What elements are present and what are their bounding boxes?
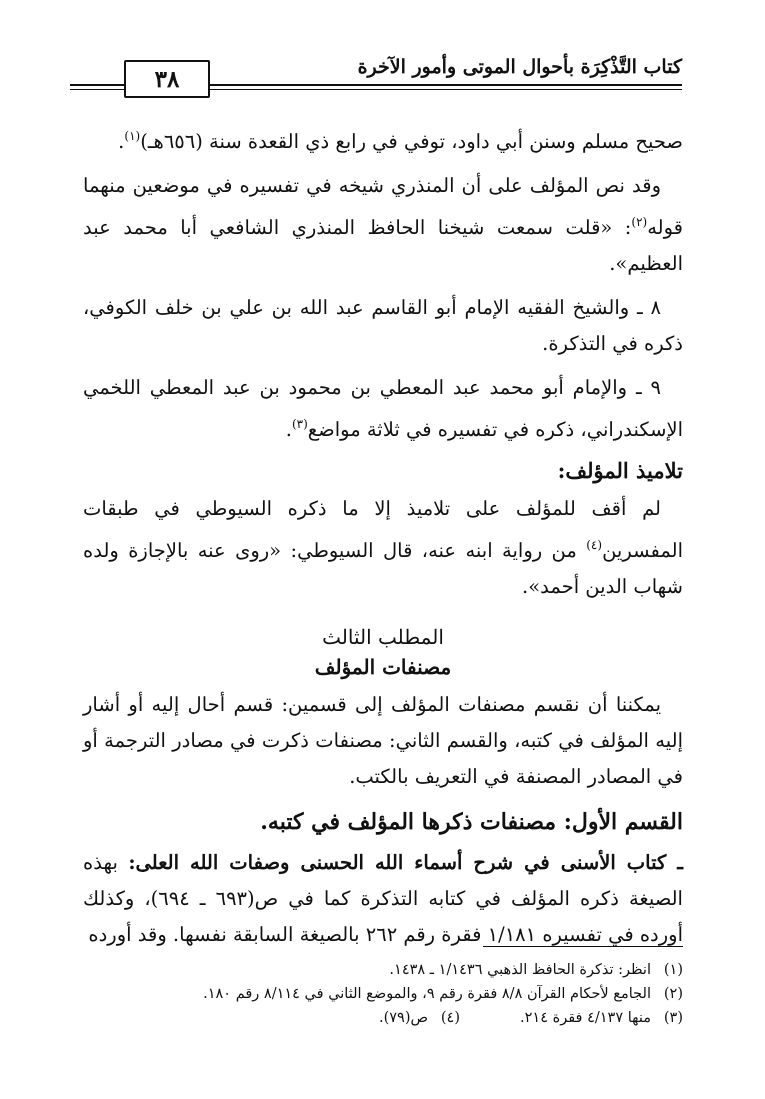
- book-title: كتاب التَّذْكِرَة بأحوال الموتى وأمور الآخرة: [357, 56, 682, 78]
- main-text: [83, 118, 683, 961]
- footnote-text: الجامع لأحكام القرآن ٨/٨ فقرة رقم ٩، والموضع الثاني في ٨/١١٤ رقم ١٨٠.: [203, 986, 651, 1002]
- footnote-ref[interactable]: (٣): [291, 417, 308, 431]
- footnote-text: انظر: تذكرة الحافظ الذهبي ١/١٤٣٦ ـ ١٤٣٨.: [389, 962, 651, 978]
- footnote-text: منها ٤/١٣٧ فقرة ٢١٤.: [520, 1010, 651, 1026]
- footnote-text: ص(٧٩).: [378, 1010, 429, 1026]
- paragraph-text: وقد نص المؤلف على أن المنذري شيخه في تفسيره في موضعين منهما قوله: [83, 174, 683, 239]
- paragraph-text: ٩ ـ والإمام أبو محمد عبد المعطي بن محمود بن عبد المعطي اللخمي الإسكندراني، ذكره في تفسيره في ثلاثة مواضع: [83, 376, 683, 441]
- footnotes: [83, 958, 683, 1030]
- footnote-number: (٤): [440, 1010, 461, 1026]
- section-heading-students: تلاميذ المؤلف:: [557, 458, 683, 483]
- paragraph: [83, 845, 683, 953]
- footnote-number: (٣): [663, 1010, 683, 1026]
- footnote-ref[interactable]: (١): [124, 129, 141, 143]
- section-subtitle: مصنفات المؤلف: [314, 655, 452, 679]
- paragraph-text: .: [285, 418, 292, 441]
- page-number: ٣٨: [124, 60, 210, 98]
- paragraph: [83, 168, 683, 282]
- paragraph-text: بهذه الصيغة ذكره المؤلف في كتابه التذكرة كما في ص(٦٩٣ ـ ٦٩٤)، وكذلك أورده في تفسيره ١/١٨١ فقرة رقم ٢٦٢ بالصيغة السابقة نفسها. وقد أورده: [83, 851, 683, 946]
- list-item: [83, 370, 683, 448]
- paragraph: يمكننا أن نقسم مصنفات المؤلف إلى قسمين: قسم أحال إليه أو أشار إليه المؤلف في كتبه، والقسم الثاني: مصنفات ذكرت في مصادر الترجمة أو في المصادر المصنفة في التعريف بالكتب.: [83, 693, 683, 788]
- paragraph-text: صحيح مسلم وسنن أبي داود، توفي في رابع ذي القعدة سنة (٦٥٦هـ): [140, 130, 683, 153]
- paragraph: صحيح مسلم وسنن أبي داود، توفي في رابع ذي القعدة سنة (٦٥٦هـ)$^{(١)}$.: [118, 129, 683, 153]
- footnote: [379, 1006, 460, 1030]
- footnote: [83, 958, 683, 982]
- footnote: [83, 982, 683, 1006]
- footnote-divider: [483, 946, 683, 947]
- paragraph-text: لم أقف للمؤلف على تلاميذ إلا ما ذكره السيوطي في طبقات المفسرين: [83, 497, 683, 562]
- list-item: ٨ ـ والشيخ الفقيه الإمام أبو القاسم عبد الله بن علي بن خلف الكوفي، ذكره في التذكرة.: [83, 296, 683, 355]
- footnote: [520, 1006, 683, 1030]
- running-header: [70, 48, 682, 96]
- page-number-bar: [70, 81, 126, 90]
- work-title: ـ كتاب الأسنى في شرح أسماء الله الحسنى وصفات الله العلى:: [128, 851, 683, 874]
- footnote-row: [83, 1006, 683, 1030]
- paragraph-text: : «قلت سمعت شيخنا الحافظ المنذري الشافعي أبا محمد عبد العظيم».: [83, 216, 683, 275]
- part-heading: القسم الأول: مصنفات ذكرها المؤلف في كتبه.: [260, 809, 683, 835]
- section-title: المطلب الثالث: [322, 625, 444, 649]
- footnote-ref[interactable]: (٢): [631, 215, 648, 229]
- footnote-ref[interactable]: (٤): [586, 538, 603, 552]
- footnote-number: (٢): [663, 986, 683, 1002]
- footnote-number: (١): [663, 962, 683, 978]
- paragraph: [83, 491, 683, 605]
- paragraph-text: من رواية ابنه عنه، قال السيوطي: «روى عنه بالإجازة ولده شهاب الدين أحمد».: [83, 539, 683, 598]
